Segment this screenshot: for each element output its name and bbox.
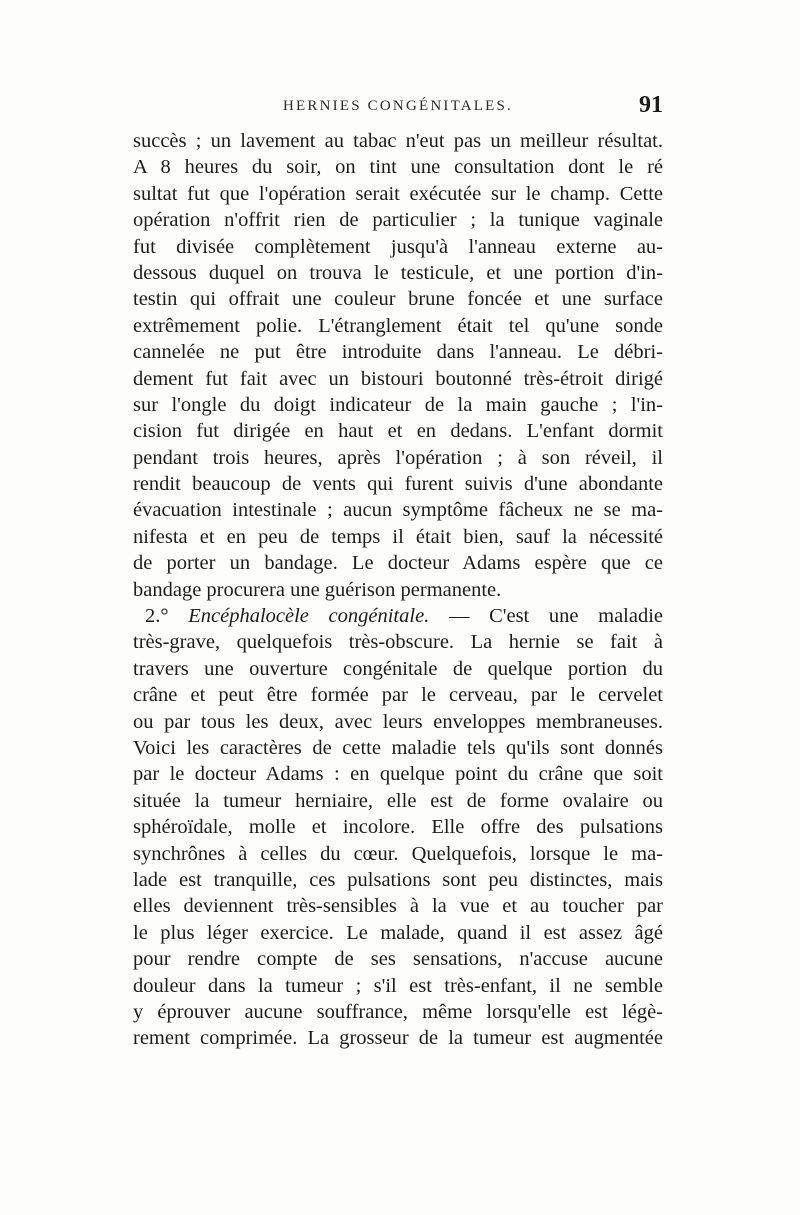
section-number: 2.° [145, 605, 169, 628]
text-line: sur l'ongle du doigt indicateur de la main gauche ; l'in- [133, 393, 663, 416]
text-line: succès ; un lavement au tabac n'eut pas un meilleur résultat. [133, 130, 663, 152]
text-line: dessous duquel on trouva le testicule, et une portion d'in- [133, 261, 663, 284]
text-line: opération n'offrit rien de particulier ; la tunique vaginale [133, 209, 663, 232]
text-line: rement comprimée. La grosseur de la tumeur est augmentée [133, 1027, 663, 1050]
text-line: très-grave, quelquefois très-obscure. La hernie se fait à [133, 631, 663, 654]
section-first-line: — C'est une maladie [448, 605, 664, 628]
text-line: pendant trois heures, après l'opération ; à son réveil, il [133, 446, 663, 469]
section-heading-line [133, 603, 663, 629]
text-line: cision fut dirigée en haut et en dedans. L'enfant dormit [133, 420, 663, 443]
text-line: lade est tranquille, ces pulsations sont peu distinctes, mais [133, 868, 663, 891]
text-line: pour rendre compte de ses sensations, n'accuse aucune [133, 948, 663, 971]
running-title: HERNIES CONGÉNITALES. [283, 98, 513, 114]
running-head [133, 92, 663, 124]
text-line: testin qui offrait une couleur brune foncée et une surface [133, 288, 663, 311]
text-line: fut divisée complètement jusqu'à l'anneau externe au- [133, 235, 663, 258]
text-line: extrêmement polie. L'étranglement était tel qu'une sonde [133, 314, 663, 337]
text-line: synchrônes à celles du cœur. Quelquefois, lorsque le ma- [133, 842, 663, 865]
text-line: cannelée ne put être introduite dans l'anneau. Le débri- [133, 341, 663, 364]
text-line: elles deviennent très-sensibles à la vue et au toucher par [133, 895, 663, 918]
text-line: travers une ouverture congénitale de quelque portion du [133, 657, 663, 680]
text-line: bandage procurera une guérison permanente. [133, 578, 502, 601]
text-line: rendit beaucoup de vents qui furent suivis d'une abondante [133, 473, 663, 496]
text-line: située la tumeur herniaire, elle est de forme ovalaire ou [133, 789, 663, 812]
text-line: nifesta et en peu de temps il était bien, sauf la nécessité [133, 525, 663, 548]
text-line: par le docteur Adams : en quelque point du crâne que soit [133, 763, 663, 786]
text-line: le plus léger exercice. Le malade, quand il est assez âgé [133, 921, 663, 944]
text-line: crâne et peut être formée par le cerveau, par le cervelet [133, 684, 663, 707]
text-line: A 8 heures du soir, on tint une consultation dont le ré [133, 156, 663, 179]
text-line: Voici les caractères de cette maladie tels qu'ils sont donnés [133, 736, 663, 759]
text-line: évacuation intestinale ; aucun symptôme fâcheux ne se ma- [133, 499, 663, 522]
body-text [133, 128, 663, 1052]
text-line: y éprouver aucune souffrance, même lorsqu'elle est légè- [133, 1000, 663, 1023]
text-line: sphéroïdale, molle et incolore. Elle offre des pulsations [133, 816, 663, 839]
text-line: ou par tous les deux, avec leurs enveloppes membraneuses. [133, 710, 663, 733]
text-line: dement fut fait avec un bistouri boutonné très-étroit dirigé [133, 367, 663, 390]
section-title: Encéphalocèle congénitale. [188, 605, 430, 628]
page-number: 91 [639, 92, 663, 118]
text-line: sultat fut que l'opération serait exécutée sur le champ. Cette [133, 182, 663, 205]
text-line: de porter un bandage. Le docteur Adams espère que ce [133, 552, 663, 575]
text-line: douleur dans la tumeur ; s'il est très-enfant, il ne semble [133, 974, 663, 997]
